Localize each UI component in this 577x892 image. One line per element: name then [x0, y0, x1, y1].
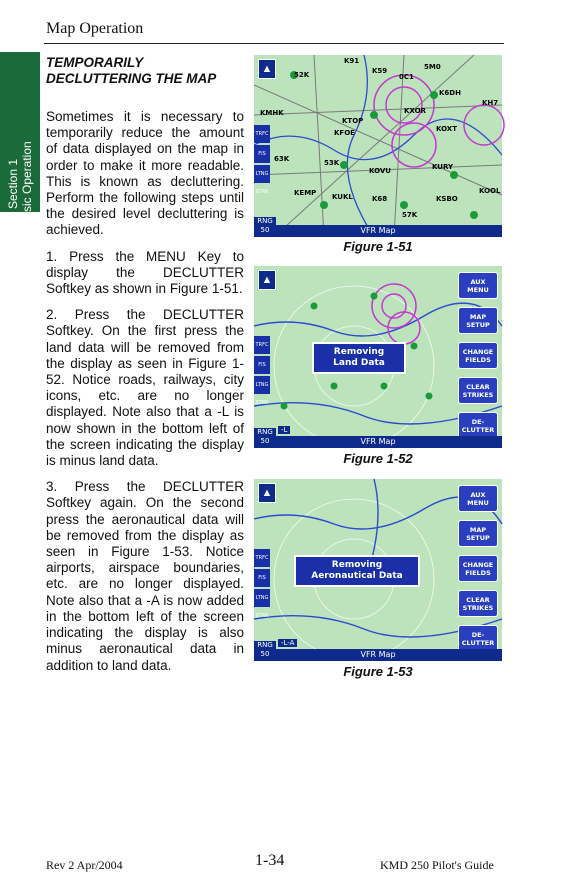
map-label: K59 [372, 67, 388, 75]
side-status-buttons [254, 336, 270, 406]
declutter-mode-indicator: -L-A [278, 639, 297, 647]
section-side-tab-label [6, 141, 34, 226]
declutter-softkey[interactable]: DE-CLUTTER [458, 412, 498, 439]
map-label: KUKL [332, 193, 353, 201]
declutter-mode-indicator: -L [278, 426, 290, 434]
change-fields-softkey[interactable]: CHANGE FIELDS [458, 555, 498, 582]
section-name: Basic Operation [20, 141, 34, 227]
map-label: KXOR [404, 107, 426, 115]
figure-1-53-screen [254, 479, 502, 661]
range-value: 50 [260, 650, 270, 658]
map-label: 57K [402, 211, 418, 219]
map-label: KSBO [436, 195, 458, 203]
softkey-column [458, 485, 498, 660]
status-bar [254, 436, 502, 448]
map-label: 53K [324, 159, 340, 167]
range-label: RNG [257, 217, 273, 225]
traffic-button[interactable]: TRFC [254, 125, 270, 143]
map-label: 5M0 [424, 63, 441, 71]
map-setup-softkey[interactable]: MAP SETUP [458, 307, 498, 334]
fis-button[interactable]: FIS [254, 145, 270, 163]
map-label: KMHK [260, 109, 284, 117]
side-status-buttons [254, 125, 270, 195]
softkey-column [458, 272, 498, 447]
range-box [254, 428, 276, 448]
figure-1-53-caption: Figure 1-53 [343, 664, 413, 679]
figure-1-52-caption: Figure 1-52 [343, 451, 413, 466]
fis-button[interactable]: FIS [254, 569, 270, 587]
map-label: K91 [344, 57, 360, 65]
map-label: KTOP [342, 117, 364, 125]
page-status-label: VFR Map [360, 226, 396, 235]
map-label: K6DH [439, 89, 461, 97]
traffic-button[interactable]: TRFC [254, 549, 270, 567]
status-bar [254, 649, 502, 661]
map-label: K68 [372, 195, 388, 203]
map-label: KH7 [482, 99, 499, 107]
aux-menu-softkey[interactable]: AUX MENU [458, 272, 498, 299]
range-value: 50 [260, 437, 270, 445]
paragraph-step-1: 1. Press the MENU Key to display the DECLUTTER Softkey as shown in Figure 1-51. [46, 248, 244, 297]
body-text-column [46, 55, 244, 684]
paragraph-intro: Sometimes it is necessary to temporarily reduce the amount of data displayed on the map in order to make it more readable. This is known as decluttering. Perform the following steps until the desired level decluttering is achieved. [46, 109, 244, 238]
figure-1-51-caption: Figure 1-51 [343, 239, 413, 254]
lightning-strike-button[interactable]: LTNG STRK [254, 589, 270, 607]
range-label: RNG [257, 428, 273, 436]
section-heading: TEMPORARILY DECLUTTERING THE MAP [46, 55, 217, 86]
map-setup-softkey[interactable]: MAP SETUP [458, 520, 498, 547]
paragraph-step-3: 3. Press the DECLUTTER Softkey again. On the second press the aeronautical data will be removed from the display as seen in Figure 1-53. Notice airports, airspace boundaries, etc. are no longer displayed. Note also that a -A is now added in the bottom left of the screen indicating the display is also minus aeronautical data in addition to land data. [46, 479, 244, 673]
lightning-strike-button[interactable]: LTNG STRK [254, 165, 270, 183]
map-background-graphics [254, 55, 502, 237]
map-label: 63K [274, 155, 290, 163]
footer-revision: Rev 2 Apr/2004 [46, 858, 123, 872]
lightning-strike-button[interactable]: LTNG STRK [254, 376, 270, 394]
change-fields-softkey[interactable]: CHANGE FIELDS [458, 342, 498, 369]
map-label: KOXT [436, 125, 457, 133]
figure-1-51-screen [254, 55, 502, 237]
declutter-status-message: Removing Aeronautical Data [294, 555, 420, 587]
map-label: 52K [294, 71, 310, 79]
page-status-label: VFR Map [360, 650, 396, 659]
section-side-tab [0, 52, 40, 227]
map-label: KEMP [294, 189, 317, 197]
range-box [254, 217, 276, 237]
header-rule [44, 43, 504, 44]
map-label: KURY [432, 163, 454, 171]
figure-1-52-screen [254, 266, 502, 448]
page-header-title: Map Operation [46, 20, 144, 37]
declutter-softkey[interactable]: DE-CLUTTER [458, 625, 498, 652]
clear-strikes-softkey[interactable]: CLEAR STRIKES [458, 377, 498, 404]
aux-menu-softkey[interactable]: AUX MENU [458, 485, 498, 512]
map-label: 0C1 [399, 73, 414, 81]
status-bar [254, 225, 502, 237]
footer-page-number: 1-34 [255, 852, 285, 869]
map-label: KOVU [369, 167, 391, 175]
range-box [254, 641, 276, 661]
map-label: KFOE [334, 129, 355, 137]
range-value: 50 [260, 226, 270, 234]
paragraph-step-2: 2. Press the DECLUTTER Softkey. On the first press the land data will be removed from the display as seen in Figure 1-52. Notice roads, railways, city icons, etc. are no longer displayed. Note also that a -L is now shown in the bottom left of the screen indicating the display is minus land data. [46, 307, 244, 469]
side-status-buttons [254, 549, 270, 619]
page-status-label: VFR Map [360, 437, 396, 446]
range-label: RNG [257, 641, 273, 649]
clear-strikes-softkey[interactable]: CLEAR STRIKES [458, 590, 498, 617]
declutter-status-message: Removing Land Data [312, 342, 406, 374]
north-up-icon: ▲ [258, 270, 276, 290]
fis-button[interactable]: FIS [254, 356, 270, 374]
footer-document-title: KMD 250 Pilot's Guide [380, 858, 494, 872]
north-up-icon: ▲ [258, 483, 276, 503]
north-up-icon: ▲ [258, 59, 276, 79]
map-label: KOOL [479, 187, 501, 195]
section-number: Section 1 [6, 158, 20, 210]
traffic-button[interactable]: TRFC [254, 336, 270, 354]
